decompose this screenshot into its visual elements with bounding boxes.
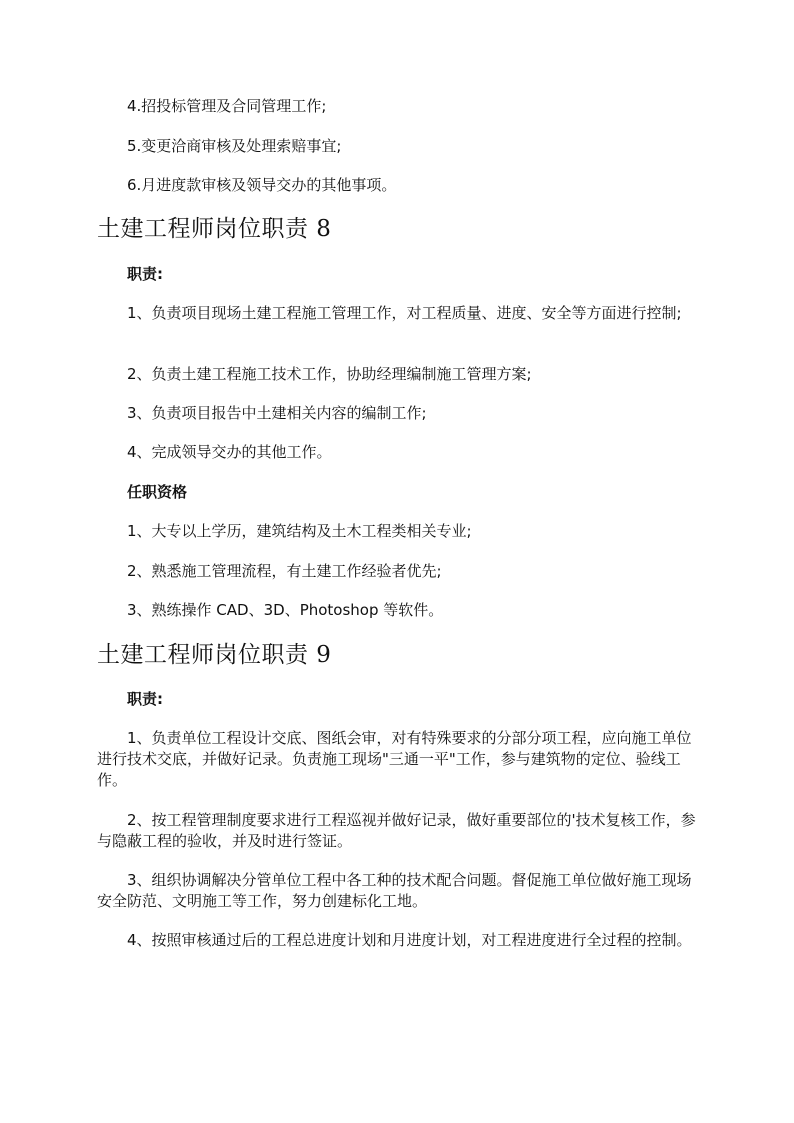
list-item: 4、完成领导交办的其他工作。: [127, 443, 332, 461]
list-item: 6.月进度款审核及领导交办的其他事项。: [127, 176, 397, 194]
list-item: 2、负责土建工程施工技术工作，协助经理编制施工管理方案;: [127, 365, 532, 383]
list-item: 1、大专以上学历，建筑结构及土木工程类相关专业;: [127, 522, 472, 540]
section-heading: 土建工程师岗位职责 8: [97, 216, 332, 242]
section-heading: 土建工程师岗位职责 9: [97, 642, 332, 668]
list-item: 5.变更洽商审核及处理索赔事宜;: [127, 137, 342, 155]
list-item: 2、熟悉施工管理流程，有土建工作经验者优先;: [127, 562, 442, 580]
list-item: 3、组织协调解决分管单位工程中各工种的技术配合问题。督促施工单位做好施工现场安全防范、文明施工等工作，努力创建标化工地。: [97, 871, 692, 910]
duties-label: 职责:: [127, 265, 163, 283]
duties-label: 职责:: [127, 690, 163, 708]
list-item: 1、负责单位工程设计交底、图纸会审，对有特殊要求的分部分项工程，应向施工单位进行技术交底，并做好记录。负责施工现场"三通一平"工作，参与建筑物的定位、验线工作。: [97, 729, 692, 789]
list-item: 3、熟练操作 CAD、3D、Photoshop 等软件。: [127, 601, 444, 619]
list-item: 1、负责项目现场土建工程施工管理工作，对工程质量、进度、安全等方面进行控制;: [127, 304, 682, 322]
list-item: 3、负责项目报告中土建相关内容的编制工作;: [127, 404, 427, 422]
list-item: 2、按工程管理制度要求进行工程巡视并做好记录，做好重要部位的'技术复核工作，参与隐蔽工程的验收，并及时进行签证。: [97, 811, 696, 850]
list-item: 4、按照审核通过后的工程总进度计划和月进度计划，对工程进度进行全过程的控制。: [127, 931, 692, 949]
qualifications-label: 任职资格: [127, 483, 188, 501]
list-item: 4.招投标管理及合同管理工作;: [127, 97, 327, 115]
